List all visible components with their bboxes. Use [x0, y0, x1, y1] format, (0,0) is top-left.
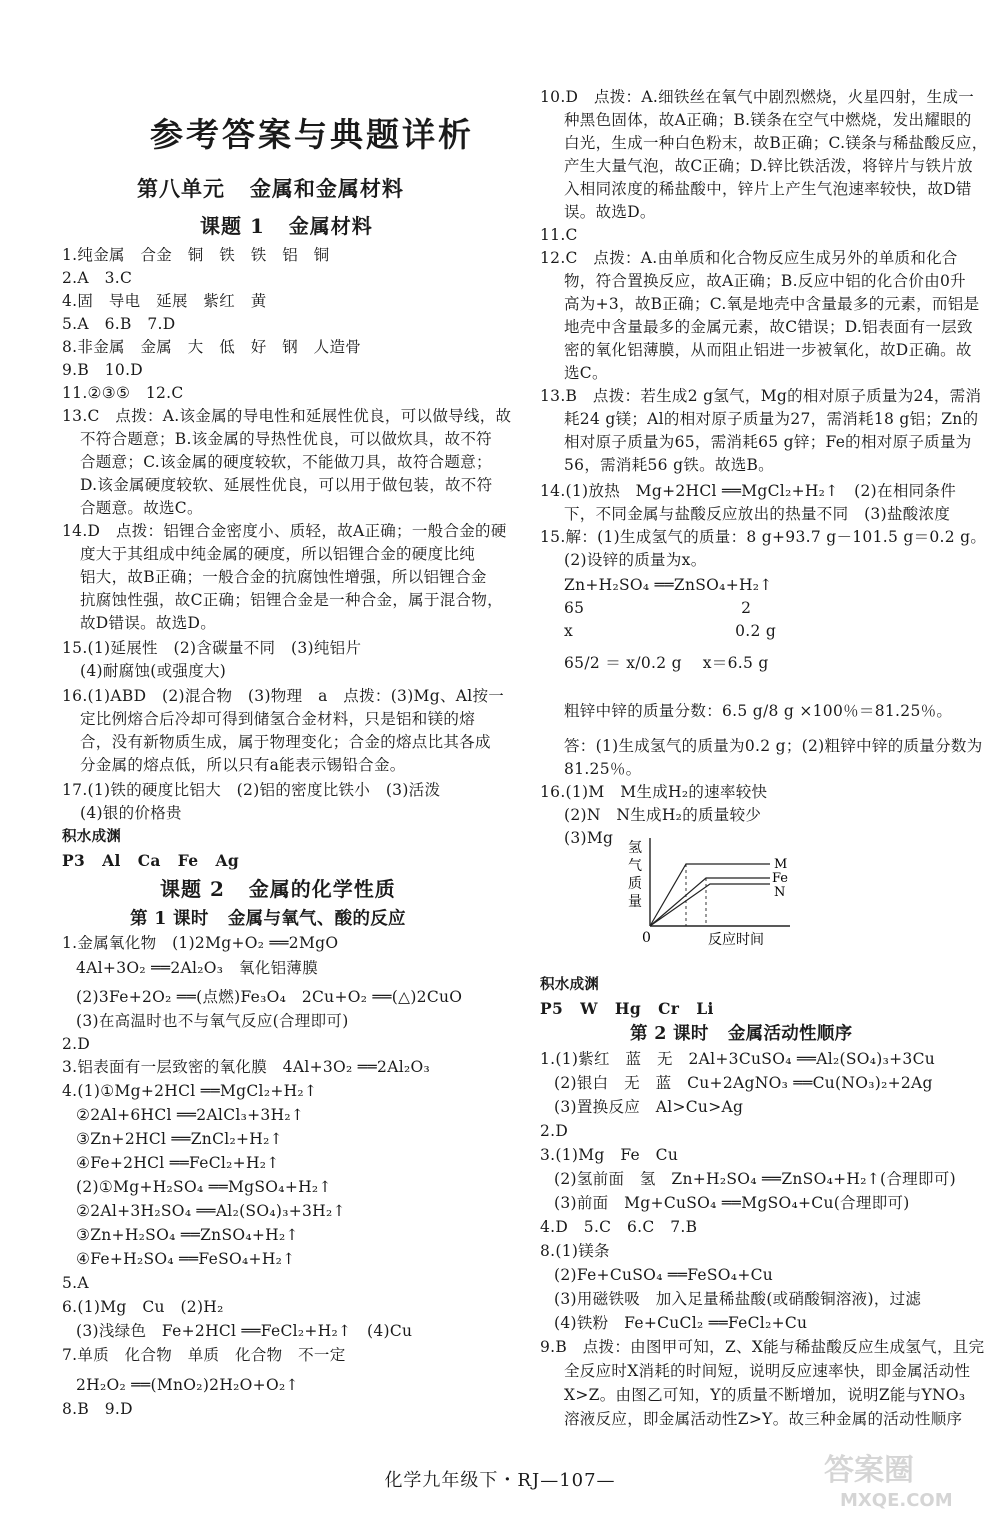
right-column-line-25: 粗锌中锌的质量分数：6.5 g/8 g ×100％＝81.25％。 [564, 702, 953, 720]
series-label-n: N [774, 885, 786, 900]
right-column-line-1: 种黑色固体，故A正确；B.镁条在空气中燃烧，发出耀眼的 [564, 111, 972, 129]
left-column-line-39: ②2Al+6HCl ══2AlCl₃+3H₂↑ [76, 1106, 305, 1124]
left-column-line-47: 6.(1)Mg Cu (2)H₂ [62, 1298, 224, 1316]
watermark-logo [820, 1442, 990, 1512]
right-column-line-35: (2)银白 无 蓝 Cu+2AgNO₃ ══Cu(NO₃)₂+2Ag [554, 1074, 933, 1092]
left-column-line-10: 13.C 点拨：A.该金属的导电性和延展性优良，可以做导线，故 [62, 407, 512, 425]
left-column-line-42: (2)①Mg+H₂SO₄ ══MgSO₄+H₂↑ [76, 1178, 332, 1196]
right-column-line-4: 入相同浓度的稀盐酸中，锌片上产生气泡速率较快，故D错 [564, 180, 972, 198]
svg-text:答案圈: 答案圈 [824, 1453, 914, 1488]
left-column-section-title-30: 课题 2 金属的化学性质 [160, 877, 396, 901]
left-column-line-23: 定比例熔合后冷却可得到储氢合金材料，只是铝和镁的熔 [80, 710, 476, 728]
right-column-line-11: 密的氧化铝薄膜，从而阻止铝进一步被氧化，故D正确。故 [564, 341, 972, 359]
right-column-line-16: 56，需消耗56 g铁。故选B。 [564, 456, 774, 474]
series-label-m: M [774, 857, 788, 872]
right-column-line-47: 全反应时X消耗的时间短，说明反应速率快，即金属活动性 [564, 1362, 971, 1380]
right-column-line-46: 9.B 点拨：由图甲可知，Z、X能与稀盐酸反应生成氢气，且完 [540, 1338, 985, 1356]
right-column-line-5: 误。故选D。 [564, 203, 656, 221]
right-column-line-20: (2)设锌的质量为x。 [564, 551, 707, 569]
right-column-line-21: Zn+H₂SO₄ ══ZnSO₄+H₂↑ [564, 576, 773, 594]
right-column-subsection-title-33: 第 2 课时 金属活动性顺序 [630, 1024, 853, 1044]
left-column-subsection-title-31: 第 1 课时 金属与氧气、酸的反应 [130, 909, 406, 929]
right-column-line-48: X>Z。由图乙可知，Y的质量不断增加，说明Z能与YNO₃ [564, 1386, 966, 1404]
left-column-line-22: 16.(1)ABD (2)混合物 (3)物理 a 点拨：(3)Mg、Al按一 [62, 687, 505, 705]
right-column-line-27: 81.25％。 [564, 760, 642, 778]
right-column-label-31: 积水成渊 [540, 977, 600, 993]
left-column-line-36: 2.D [62, 1035, 91, 1053]
left-column-line-44: ③Zn+H₂SO₄ ══ZnSO₄+H₂↑ [76, 1226, 299, 1244]
left-column-line-48: (3)浅绿色 Fe+2HCl ══FeCl₂+H₂↑ (4)Cu [76, 1322, 413, 1340]
left-column-line-16: 度大于其组成中纯金属的硬度，所以铝锂合金的硬度比纯 [80, 545, 476, 563]
left-column-line-26: 17.(1)铁的硬度比铝大 (2)铝的密度比铁小 (3)活泼 [62, 781, 441, 799]
right-column-line-45: (4)铁粉 Fe+CuCl₂ ══FeCl₂+Cu [554, 1314, 808, 1332]
left-column-label-28: 积水成渊 [62, 829, 122, 845]
series-label-fe: Fe [772, 871, 789, 886]
right-column-line-22: 65 2 [564, 599, 752, 617]
right-column-line-3: 产生大量气泡，故C正确；D.锌比铁活泼，将锌片与铁片放 [564, 157, 973, 175]
y-label-2: 气 [628, 858, 642, 874]
right-column-line-40: (3)前面 Mg+CuSO₄ ══MgSO₄+Cu(合理即可) [554, 1194, 910, 1212]
left-column-line-13: D.该金属硬度较软、延展性优良，可以用于做包装，故不符 [80, 476, 493, 494]
left-column-line-18: 抗腐蚀性强，故C正确；铝锂合金是一种合金，属于混合物， [80, 591, 503, 609]
right-column-line-36: (3)置换反应 Al>Cu>Ag [554, 1098, 744, 1116]
right-column-line-13: 13.B 点拨：若生成2 g氢气，Mg的相对原子质量为24，需消 [540, 387, 982, 405]
left-column-unit-title-1: 第八单元 金属和金属材料 [137, 176, 404, 201]
left-column-line-50: 2H₂O₂ ══(MnO₂)2H₂O+O₂↑ [76, 1376, 299, 1394]
left-column-line-45: ④Fe+H₂SO₄ ══FeSO₄+H₂↑ [76, 1250, 296, 1268]
left-column-line-27: (4)银的价格贵 [80, 804, 182, 822]
left-column-line-14: 合题意。故选C。 [80, 499, 203, 517]
left-column-line-9: 11.②③⑤ 12.C [62, 384, 184, 402]
left-column-line-43: ②2Al+3H₂SO₄ ══Al₂(SO₄)₃+3H₂↑ [76, 1202, 346, 1220]
right-column-line-10: 地壳中含量最多的金属元素，故C错误；D.铝表面有一层致 [564, 318, 973, 336]
left-column-line-19: 故D错误。故选D。 [80, 614, 217, 632]
hydrogen-mass-graph [620, 830, 800, 950]
left-column-line-51: 8.B 9.D [62, 1400, 133, 1418]
left-column-label-p-29: P3 Al Ca Fe Ag [62, 851, 239, 870]
left-column-line-11: 不符合题意；B.该金属的导热性优良，可以做炊具，故不符 [80, 430, 492, 448]
left-column-line-33: 4Al+3O₂ ══2Al₂O₃ 氧化铝薄膜 [76, 959, 319, 977]
curve-fe [650, 878, 770, 926]
left-column-section-title-2: 课题 1 金属材料 [200, 214, 373, 238]
left-column-line-41: ④Fe+2HCl ══FeCl₂+H₂↑ [76, 1154, 280, 1172]
left-column-line-34: (2)3Fe+2O₂ ══(点燃)Fe₃O₄ 2Cu+O₂ ══(△)2CuO [76, 988, 463, 1006]
right-column-line-12: 选C。 [564, 364, 608, 382]
left-column-line-7: 8.非金属 金属 大 低 好 钢 人造骨 [62, 338, 362, 356]
right-column-line-38: 3.(1)Mg Fe Cu [540, 1146, 679, 1164]
left-column-line-38: 4.(1)①Mg+2HCl ══MgCl₂+H₂↑ [62, 1082, 318, 1100]
right-column-line-37: 2.D [540, 1122, 569, 1140]
left-column-line-21: (4)耐腐蚀(或强度大) [80, 662, 227, 680]
right-column-line-7: 12.C 点拨：A.由单质和化合物反应生成另外的单质和化合 [540, 249, 958, 267]
right-column-line-15: 相对原子质量为65，需消耗65 g锌；Fe的相对原子质量为 [564, 433, 972, 451]
right-column-line-29: (2)N N生成H₂的质量较少 [564, 806, 762, 824]
right-column-line-8: 物，符合置换反应，故A正确；B.反应中铝的化合价由0升 [564, 272, 966, 290]
curve-n [650, 884, 770, 926]
right-column-line-39: (2)氢前面 氢 Zn+H₂SO₄ ══ZnSO₄+H₂↑(合理即可) [554, 1170, 956, 1188]
right-column-line-44: (3)用磁铁吸 加入足量稀盐酸(或硝酸铜溶液)，过滤 [554, 1290, 922, 1308]
origin-label: 0 [642, 930, 651, 946]
y-label-1: 氢 [628, 840, 642, 856]
curve-m [650, 864, 770, 926]
left-column-line-12: 合题意；C.该金属的硬度较软，不能做刀具，故符合题意； [80, 453, 492, 471]
left-column-line-37: 3.铝表面有一层致密的氧化膜 4Al+3O₂ ══2Al₂O₃ [62, 1058, 430, 1076]
right-column-line-26: 答：(1)生成氢气的质量为0.2 g；(2)粗锌中锌的质量分数为 [564, 737, 983, 755]
right-column-line-9: 高为+3，故B正确；C.氧是地壳中含量最多的元素，而铝是 [564, 295, 980, 313]
left-column-line-4: 2.A 3.C [62, 269, 133, 287]
right-column-line-2: 白光，生成一种白色粉末，故B正确；C.镁条与稀盐酸反应， [564, 134, 988, 152]
right-column-line-28: 16.(1)M M生成H₂的速率较快 [540, 783, 768, 801]
right-column-line-24: 65/2 ＝ x/0.2 g x＝6.5 g [564, 654, 769, 672]
right-column-line-43: (2)Fe+CuSO₄ ══FeSO₄+Cu [554, 1266, 774, 1284]
left-column-line-8: 9.B 10.D [62, 361, 144, 379]
y-label-4: 量 [628, 894, 642, 910]
left-column-line-32: 1.金属氧化物 (1)2Mg+O₂ ══2MgO [62, 934, 339, 952]
left-column-line-24: 合，没有新物质生成，属于物理变化；合金的熔点比其各成 [80, 733, 491, 751]
right-column-line-14: 耗24 g镁；Al的相对原子质量为27，需消耗18 g铝；Zn的 [564, 410, 979, 428]
y-label-3: 质 [628, 876, 642, 892]
left-column-line-25: 分金属的熔点低，所以只有a能表示锡铅合金。 [80, 756, 406, 774]
right-column-line-30: (3)Mg [564, 829, 614, 847]
right-column-line-42: 8.(1)镁条 [540, 1242, 610, 1260]
right-column-line-34: 1.(1)紫红 蓝 无 2Al+3CuSO₄ ══Al₂(SO₄)₃+3Cu [540, 1050, 936, 1068]
left-column-line-6: 5.A 6.B 7.D [62, 315, 176, 333]
right-column-line-41: 4.D 5.C 6.C 7.B [540, 1218, 698, 1236]
right-column-line-18: 下，不同金属与盐酸反应放出的热量不同 (3)盐酸浓度 [564, 505, 951, 523]
right-column-line-17: 14.(1)放热 Mg+2HCl ══MgCl₂+H₂↑ (2)在相同条件 [540, 482, 957, 500]
left-column-line-3: 1.纯金属 合金 铜 铁 铁 铝 铜 [62, 246, 330, 264]
right-column-label-p-32: P5 W Hg Cr Li [540, 999, 714, 1018]
left-column-line-46: 5.A [62, 1274, 89, 1292]
right-column-line-49: 溶液反应，即金属活动性Z>Y。故三种金属的活动性顺序 [564, 1410, 963, 1428]
left-column-line-20: 15.(1)延展性 (2)含碳量不同 (3)纯铝片 [62, 639, 362, 657]
left-column-line-49: 7.单质 化合物 单质 化合物 不一定 [62, 1346, 346, 1364]
right-column-line-23: x 0.2 g [564, 622, 777, 640]
svg-text:MXQE.COM: MXQE.COM [840, 1490, 953, 1511]
page-footer: 化学九年级下・RJ—107— [384, 1470, 616, 1491]
left-column-line-17: 铝大，故B正确；一般合金的抗腐蚀性增强，所以铝锂合金 [80, 568, 487, 586]
left-column-line-35: (3)在高温时也不与氧气反应(合理即可) [76, 1012, 349, 1030]
left-column-line-5: 4.固 导电 延展 紫红 黄 [62, 292, 267, 310]
right-column-line-6: 11.C [540, 226, 578, 244]
left-column-main-title-0: 参考答案与典题详析 [150, 115, 474, 154]
left-column-line-40: ③Zn+2HCl ══ZnCl₂+H₂↑ [76, 1130, 283, 1148]
left-column-line-15: 14.D 点拨：铝锂合金密度小、质轻，故A正确；一般合金的硬 [62, 522, 507, 540]
x-axis-label: 反应时间 [708, 932, 764, 948]
right-column-line-0: 10.D 点拨：A.细铁丝在氧气中剧烈燃烧，火星四射，生成一 [540, 88, 975, 106]
right-column-line-19: 15.解：(1)生成氢气的质量：8 g+93.7 g－101.5 g＝0.2 g。 [540, 528, 987, 546]
